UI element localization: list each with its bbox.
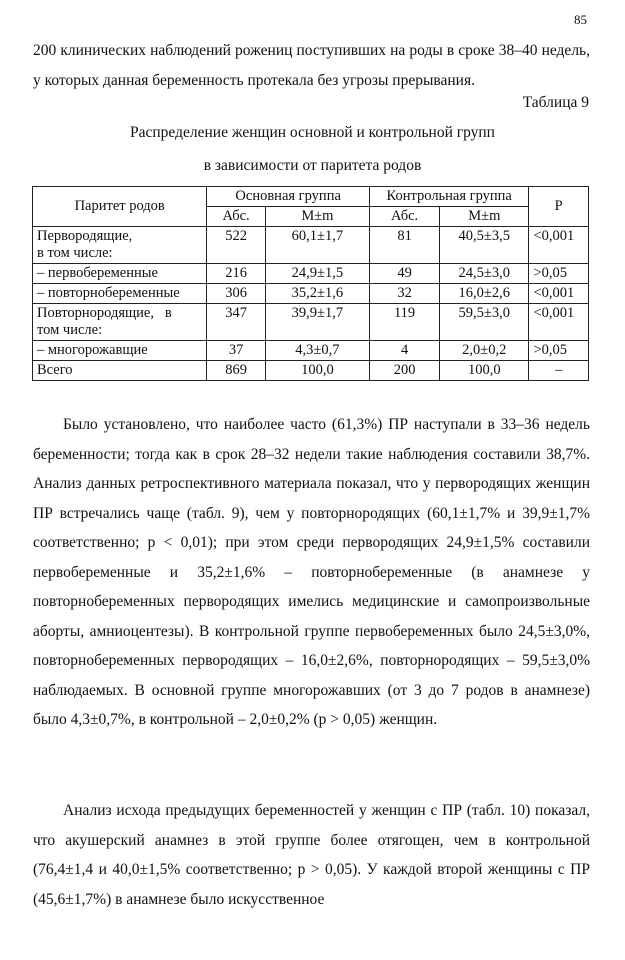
header-mm-control: M±m [440,207,529,227]
header-abs-control: Абс. [369,207,439,227]
header-control-group: Контрольная группа [369,187,528,207]
header-mm-main: M±m [265,207,369,227]
cell-mm-control: 59,5±3,0 [440,304,529,341]
cell-abs-control: 32 [369,284,439,304]
body-paragraph-1: Было установлено, что наиболее часто (61,3%) ПР наступали в 33–36 недель беременности; тогда как в срок 28–32 недели такие наблюдения составили 38,7%. Анализ данных ретроспективного материала показал, что у первородящих женщин ПР встречались чаще (табл. 9), чем у повторнородящих (60,1±1,7% и 39,9±1,7% соответственно; p < 0,01); при этом среди первородящих 24,9±1,5% составили первобеременные и 35,2±1,6% – повторнобеременные (в анамнезе у повторнобеременных первородящих имелись медицинские и самопроизвольные аборты, амниоцентезы). В контрольной группе первобеременных было 24,5±3,0%, повторнобеременных первородящих – 16,0±2,6%, повторнородящих – 59,5±3,0% наблюдаемых. В основной группе многорожавших (от 3 до 7 родов в анамнезе) было 4,3±0,7%, в контрольной – 2,0±0,2% (p > 0,05) женщин. [33,416,590,728]
cell-p: <0,001 [529,284,589,304]
cell-p: <0,001 [529,227,589,264]
cell-mm-main: 4,3±0,7 [265,341,369,361]
table-caption-line-1: Распределение женщин основной и контрольной групп [130,124,495,141]
table-row [33,264,589,284]
header-abs-main: Абс. [207,207,265,227]
row-label [33,304,207,341]
cell-abs-main: 216 [207,264,265,284]
cell-mm-main: 24,9±1,5 [265,264,369,284]
table-row [33,361,589,381]
cell-p: <0,001 [529,304,589,341]
header-main-group: Основная группа [207,187,370,207]
row-label-main: Первородящие, [37,228,133,244]
row-label: – многорожавщие [33,341,207,361]
row-label-sub: в том числе: [37,245,113,261]
cell-mm-main: 39,9±1,7 [265,304,369,341]
cell-abs-control: 4 [369,341,439,361]
table-number: Таблица 9 [522,94,589,111]
cell-mm-control: 2,0±0,2 [440,341,529,361]
page-number: 85 [574,12,587,27]
parity-table [32,186,589,381]
cell-abs-control: 49 [369,264,439,284]
cell-abs-control: 119 [369,304,439,341]
table-row [33,341,589,361]
intro-paragraph: 200 клинических наблюдений рожениц поступивших на роды в сроке 38–40 недель, у которых данная беременность протекала без угрозы прерывания. [33,42,590,89]
row-label [33,227,207,264]
row-label: Всего [33,361,207,381]
cell-abs-main: 522 [207,227,265,264]
cell-mm-control: 24,5±3,0 [440,264,529,284]
row-label-sub: том числе: [37,322,103,338]
body-paragraph-2: Анализ исхода предыдущих беременностей у женщин с ПР (табл. 10) показал, что акушерский анамнез в этой группе более отягощен, чем в контрольной (76,4±1,4 и 40,0±1,5% соответственно; p > 0,05). У каждой второй женщины с ПР (45,6±1,7%) в анамнезе было искусственное [33,802,590,908]
cell-p: >0,05 [529,341,589,361]
table-row [33,227,589,264]
cell-mm-control: 16,0±2,6 [440,284,529,304]
cell-abs-main: 869 [207,361,265,381]
cell-abs-main: 37 [207,341,265,361]
cell-mm-control: 100,0 [440,361,529,381]
row-label: – повторнобеременные [33,284,207,304]
row-label-main: Повторнородящие, в [37,305,172,321]
table-caption-line-2: в зависимости от паритета родов [203,157,422,174]
cell-mm-control: 40,5±3,5 [440,227,529,264]
cell-mm-main: 60,1±1,7 [265,227,369,264]
table-row [33,284,589,304]
cell-p: >0,05 [529,264,589,284]
cell-abs-main: 306 [207,284,265,304]
header-p: P [529,187,589,227]
header-parity: Паритет родов [33,187,207,227]
cell-abs-main: 347 [207,304,265,341]
cell-p: – [529,361,589,381]
cell-abs-control: 200 [369,361,439,381]
table-row [33,304,589,341]
row-label: – первобеременные [33,264,207,284]
cell-abs-control: 81 [369,227,439,264]
cell-mm-main: 35,2±1,6 [265,284,369,304]
cell-mm-main: 100,0 [265,361,369,381]
